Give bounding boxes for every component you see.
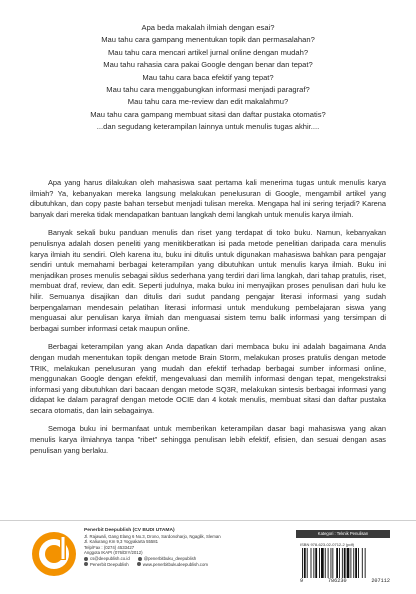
publisher-member: Anggota IKAPI (076/DIY/2012) (84, 550, 143, 556)
question-line: Mau tahu cara baca efektif yang tepat? (142, 72, 274, 82)
barcode-digits (300, 578, 390, 584)
divider (0, 520, 416, 521)
publisher-social-row (84, 562, 244, 568)
website-link[interactable] (137, 562, 208, 568)
facebook-text: Penerbit Deepublish (90, 561, 129, 567)
facebook-link[interactable] (84, 562, 129, 568)
publisher-address: Jl. Rajawali, Gang Elang 6 No.3, Drono, Sardonoharjo, Ngaglik, Sleman (84, 533, 221, 539)
description-body (30, 178, 386, 464)
question-line: Mau tahu rahasia cara pakai Google dengan benar dan tepat? (103, 60, 313, 70)
question-line: ...dan segudang keterampilan lainnya untuk menulis tugas akhir.... (96, 122, 320, 132)
question-line: Apa beda makalah ilmiah dengan esai? (141, 23, 275, 32)
barcode-icon (300, 548, 390, 578)
deepublish-logo-icon (30, 530, 78, 578)
question-line: Mau tahu cara gampang membuat sitasi dan daftar pustaka otomatis? (90, 109, 326, 119)
barcode-digit-group: 786230 (327, 578, 347, 584)
question-list (60, 22, 356, 134)
barcode-digit-group: 9 (300, 578, 304, 584)
globe-icon (137, 562, 141, 566)
publisher-phone: Telp/Fax : (0274) 4533427 (84, 544, 135, 550)
paragraph: Semoga buku ini bermanfaat untuk memberikan keterampilan dasar bagi mahasiswa yang akan menulis karya ilmiahnya tanpa "ribet" sehingga penulisan lebih efektif, efisien, dan sesuai dengan asas penulisan yang berlaku. (30, 424, 386, 455)
email-icon (84, 557, 88, 561)
paragraph: Apa yang harus dilakukan oleh mahasiswa saat pertama kali menerima tugas untuk menulis karya ilmiah? Ya, kebanyakan mereka langsung melakukan penelusuran di Google, mengambil artikel yang dibutuhkan, dan copy paste bahan tersebut menjadi tulisan mereka. Mengapa hal ini sering terjadi? Karena banyak dari mereka tidak mendapatkan bantuan langkah demi langkah untuk menulis karya ilmiah. (30, 178, 386, 219)
website-text: www.penerbitbukudeepublish.com (142, 561, 208, 567)
category-label: Kategori : Teknik Penulisan (296, 530, 390, 538)
instagram-icon (138, 557, 142, 561)
barcode-digit-group: 207112 (371, 578, 390, 584)
isbn-label: ISBN 978-623-02-0712-2 (pdf) (300, 542, 355, 547)
publisher-info (84, 528, 244, 567)
instagram-text: @penerbitbuku_deepublish (143, 555, 197, 561)
paragraph: Banyak sekali buku panduan menulis dan riset yang terdapat di toko buku. Namun, kebanyakan penulisnya adalah dosen peneliti yang menitikberatkan isi pada metode penelitian daripada cara menulis karya ilmiah itu sendiri. Oleh karena itu, buku ini ditulis untuk digunakan mahasiswa bahkan para pengajar sendiri untuk memahami berbagai keterampilan yang dibutuhkan untuk menulis karya ilmiah. Buku ini menjadikan proses menulis sebagai siklus sederhana yang terdiri dari lima langkah, dari tahap pratulis, riset, membuat draf, review, dan edit. Seperti judulnya, maka buku ini menyajikan proses penulisan dari hulu ke hilir. Semuanya disajikan dan ditulis dari sudut pandang pengajar literasi informasi yang sudah berpengalaman mendesain pelatihan literasi informasi untuk mendukung pembelajaran siswa yang menguasai alur penulisan karya ilmiah dan menguasai sistem temu balik informasi yang tersimpan di berbagai sumber informasi cetak maupun online. (30, 228, 386, 333)
question-line: Mau tahu cara gampang menentukan topik dan permasalahan? (101, 35, 315, 45)
question-line: Mau tahu cara menggabungkan informasi menjadi paragraf? (106, 85, 310, 95)
paragraph: Berbagai keterampilan yang akan Anda dapatkan dari membaca buku ini adalah bagaimana Anda dengan mudah menentukan topik dengan metode Brain Storm, melakukan proses pratulis dengan metode TRIK, melakukan penelusuran yang mudah dan efektif terhadap berbagai sumber informasi online, menggunakan Google dengan efektif, mengevaluasi dan memilih informasi dengan tepat, mengekstraksi informasi yang dibutuhkan dari bacaan dengan metode SQ3R, melakukan sintesis berbagai informasi yang didapat ke dalam paragraf dengan metode OCIE dan 4 kotak menulis, membuat sitasi dan daftar pustaka secara otomatis, dan lain sebagainya. (30, 342, 386, 415)
publisher-address: Jl. Kaliurang Km 9,3 Yogyakarta 55581 (84, 539, 159, 545)
question-line: Mau tahu cara mencari artikel jurnal online dengan mudah? (107, 47, 309, 57)
email-text: cs@deepublish.co.id (90, 555, 130, 561)
facebook-icon (84, 562, 88, 566)
question-line: Mau tahu cara me-review dan edit makalahmu? (127, 97, 289, 107)
publisher-name: Penerbit Deepublish (CV BUDI UTAMA) (84, 528, 175, 533)
